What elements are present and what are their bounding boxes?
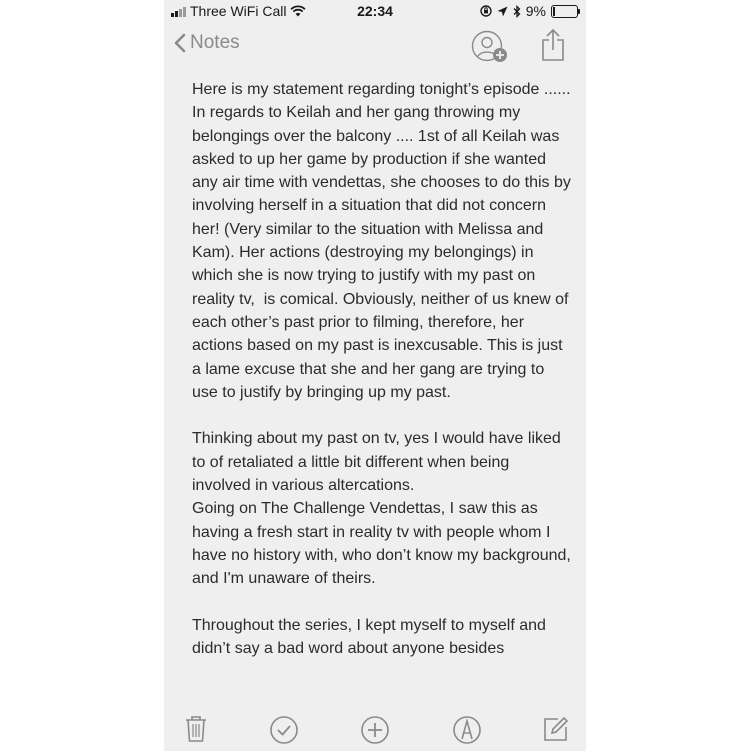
status-bar (164, 0, 586, 22)
markup-icon[interactable] (452, 715, 482, 745)
status-time: 22:34 (357, 3, 393, 19)
note-body-text[interactable]: Here is my statement regarding tonight’s episode ...... In regards to Keilah and her gang throwing my belongings over the balcony .... 1st of all Keilah was asked to up her game by production if she wanted any air time with vendettas, she chooses to do this by involving herself in a situation that did not concern her! (Very similar to the situation with Melissa and Kam). Her actions (destroying my belongings) in which she is now trying to justify with my past on reality tv, is comical. Obviously, neither of us knew of each other’s past prior to filming, therefore, her actions based on my past is inexcusable. This is just a lame excuse that she and her gang are trying to use to justify by bringing up my past. Thinking about my past on tv, yes I would have liked to of retaliated a little bit different when being involved in various altercations. Going on The Challenge Vendettas, I saw this as having a fresh start in reality tv with people whom I have no history with, who don’t know my background, and I'm unaware of theirs. Throughout the series, I kept myself to myself and didn’t say a bad word about anyone besides (192, 81, 571, 658)
screen-lock-icon (480, 5, 492, 17)
compose-icon[interactable] (542, 715, 570, 743)
checklist-icon[interactable] (269, 715, 299, 745)
add-people-icon[interactable] (470, 30, 510, 64)
battery-icon (551, 5, 578, 18)
notes-app-screen (164, 0, 586, 751)
carrier-name: Three WiFi Call (190, 3, 287, 19)
trash-icon[interactable] (184, 715, 208, 743)
navigation-bar (164, 22, 586, 72)
share-icon[interactable] (540, 28, 566, 62)
back-button[interactable] (174, 32, 240, 54)
battery-fill (553, 7, 555, 16)
back-button-label: Notes (190, 32, 240, 53)
bottom-toolbar (164, 707, 586, 751)
status-right (480, 3, 578, 19)
battery-percent: 9% (525, 3, 546, 19)
bluetooth-icon (513, 5, 521, 18)
chevron-left-icon (174, 33, 186, 53)
location-icon (497, 6, 508, 17)
add-icon[interactable] (360, 715, 390, 745)
